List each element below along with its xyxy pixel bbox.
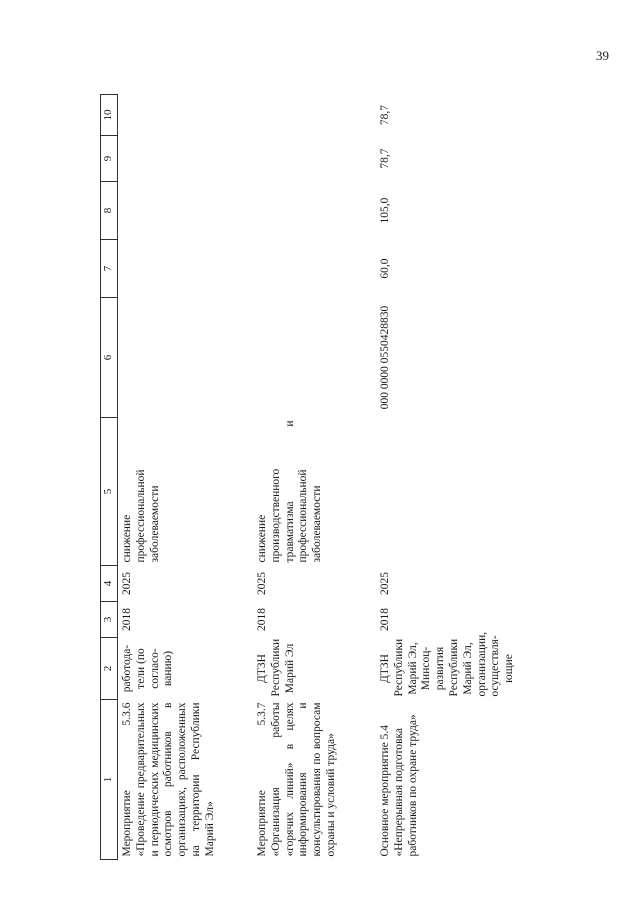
col-header-2: 2 bbox=[101, 638, 118, 700]
event-name-cell: Основное мероприятие 5.4 «Непрерывная подготовка работников по охране труда» bbox=[379, 714, 419, 857]
value-cell: 78,7 bbox=[379, 104, 391, 126]
value-cell bbox=[118, 136, 254, 182]
col-header-7: 7 bbox=[101, 240, 118, 298]
col-header-3: 3 bbox=[101, 602, 118, 638]
event-name-cell: Мероприятие 5.3.6 «Проведение предварительных и периодических медицинских осмотров работников в организациях, расположенных на территории Республики Марий Эл» bbox=[121, 702, 216, 857]
program-table bbox=[100, 94, 519, 860]
col-header-8: 8 bbox=[101, 182, 118, 240]
value-cell: 78,7 bbox=[379, 148, 391, 169]
table-row bbox=[253, 95, 376, 860]
budget-code-cell bbox=[253, 298, 376, 418]
value-cell bbox=[253, 182, 376, 240]
rotated-table-container bbox=[100, 95, 580, 860]
col-header-4: 4 bbox=[101, 566, 118, 602]
col-header-1: 1 bbox=[101, 700, 118, 860]
value-cell bbox=[118, 240, 254, 298]
end-year-cell: 2025 bbox=[121, 572, 133, 595]
budget-code-cell: 000 0000 0550428830 bbox=[379, 305, 391, 410]
result-cell bbox=[376, 418, 519, 566]
value-cell bbox=[253, 136, 376, 182]
col-header-10: 10 bbox=[101, 95, 118, 136]
col-header-6: 6 bbox=[101, 298, 118, 418]
header-row bbox=[101, 95, 118, 860]
col-header-5: 5 bbox=[101, 418, 118, 566]
budget-code-cell bbox=[118, 298, 254, 418]
table-row bbox=[118, 95, 254, 860]
start-year-cell: 2018 bbox=[379, 608, 391, 631]
col-header-9: 9 bbox=[101, 136, 118, 182]
end-year-cell: 2025 bbox=[379, 572, 391, 595]
executor-cell: ДТЗН Республики Марий Эл, Минсоц-развития Республики Марий Эл, организации, осуществля-ющие bbox=[379, 631, 516, 697]
executor-cell: ДТЗН Республики Марий Эл bbox=[256, 638, 296, 697]
start-year-cell: 2018 bbox=[121, 608, 133, 631]
start-year-cell: 2018 bbox=[256, 608, 268, 631]
value-cell bbox=[253, 240, 376, 298]
result-cell: снижение профессиональной заболеваемости bbox=[121, 469, 161, 563]
end-year-cell: 2025 bbox=[256, 572, 268, 595]
value-cell bbox=[253, 95, 376, 136]
page-number: 39 bbox=[596, 48, 609, 63]
event-name-cell: Мероприятие 5.3.7 «Организация работы «горячих линий» в целях информирования и консультирования по вопросам охраны и условий труда» bbox=[256, 702, 337, 857]
table-row bbox=[376, 95, 519, 860]
executor-cell: работода-тели (по согласо-ванию) bbox=[121, 644, 175, 693]
result-cell: снижение производственного травматизма и профессиональной заболеваемости bbox=[256, 420, 324, 563]
value-cell bbox=[118, 95, 254, 136]
value-cell: 60,0 bbox=[379, 258, 391, 279]
value-cell bbox=[118, 182, 254, 240]
value-cell: 105,0 bbox=[379, 197, 391, 224]
